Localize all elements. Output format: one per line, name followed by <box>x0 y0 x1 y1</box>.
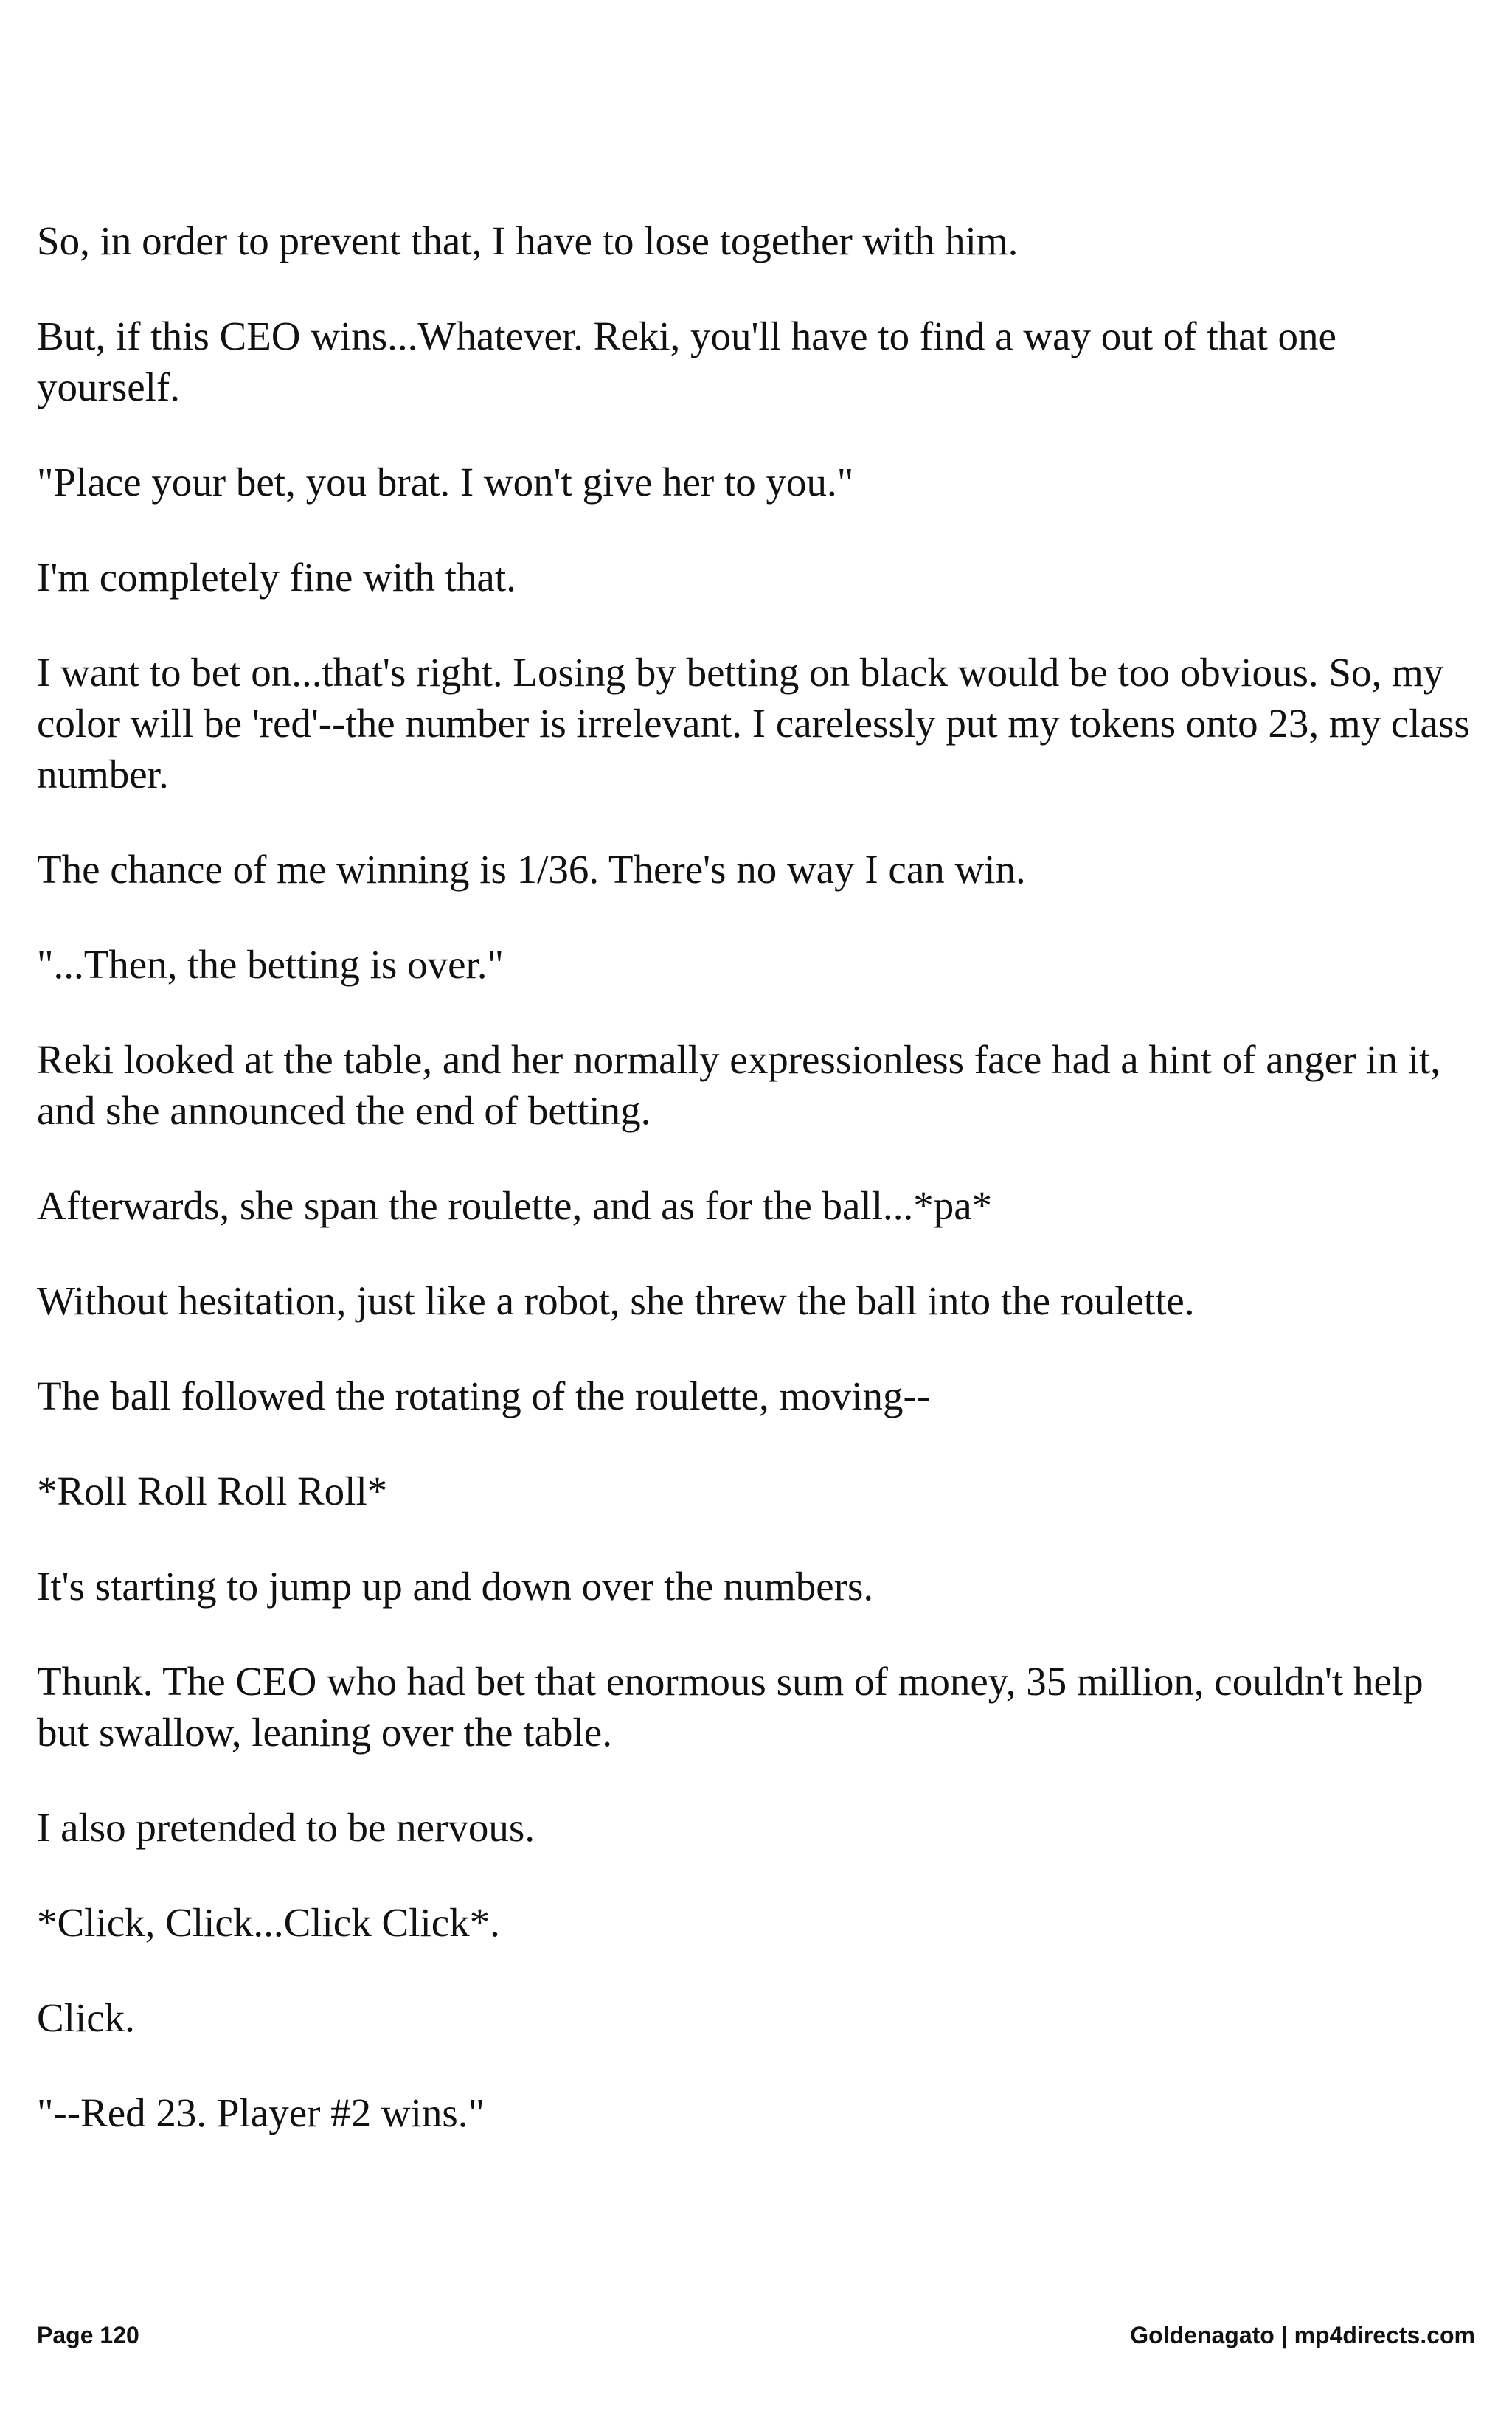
paragraph: "--Red 23. Player #2 wins." <box>37 2090 485 2135</box>
paragraph: So, in order to prevent that, I have to lose together with him. <box>37 218 1019 263</box>
paragraph: I also pretended to be nervous. <box>37 1805 535 1850</box>
paragraph: The chance of me winning is 1/36. There's no way I can win. <box>37 847 1026 892</box>
paragraph: I'm completely fine with that. <box>37 555 516 600</box>
paragraph: I want to bet on...that's right. Losing by betting on black would be too obvious. So, my color will be 'red'--the number is irrelevant. I carelessly put my tokens onto 23, my class number. <box>37 650 1470 797</box>
paragraph: It's starting to jump up and down over the numbers. <box>37 1564 874 1609</box>
footer-credit: Goldenagato | mp4directs.com <box>1130 2322 1475 2348</box>
page-number: Page 120 <box>37 2322 139 2348</box>
paragraph: Thunk. The CEO who had bet that enormous sum of money, 35 million, couldn't help but swallow, leaning over the table. <box>37 1659 1423 1755</box>
paragraph: *Click, Click...Click Click*. <box>37 1900 500 1945</box>
paragraph: "...Then, the betting is over." <box>37 942 504 987</box>
paragraph: *Roll Roll Roll Roll* <box>37 1469 388 1514</box>
paragraph: But, if this CEO wins...Whatever. Reki, you'll have to find a way out of that one yourself. <box>37 313 1336 409</box>
paragraph: Afterwards, she span the roulette, and as for the ball...*pa* <box>37 1183 993 1228</box>
paragraph: The ball followed the rotating of the roulette, moving-- <box>37 1373 931 1418</box>
paragraph: Without hesitation, just like a robot, she threw the ball into the roulette. <box>37 1278 1195 1323</box>
body-text <box>37 215 1475 2182</box>
paragraph: Reki looked at the table, and her normally expressionless face had a hint of anger in it, and she announced the end of betting. <box>37 1037 1441 1133</box>
paragraph: Click. <box>37 1995 135 2040</box>
paragraph: "Place your bet, you brat. I won't give her to you." <box>37 460 854 505</box>
